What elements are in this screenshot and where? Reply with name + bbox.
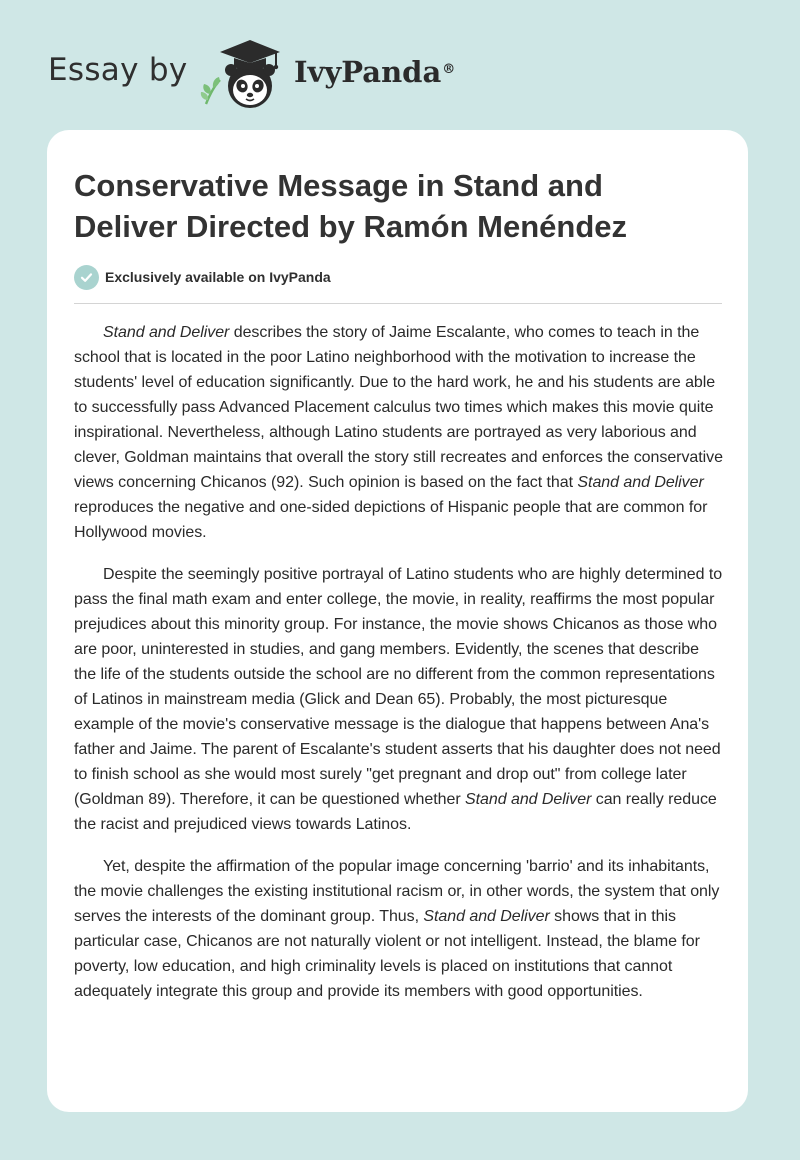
registered-mark: ®	[442, 62, 456, 77]
movie-title-emphasis: Stand and Deliver	[465, 791, 592, 808]
movie-title-emphasis: Stand and Deliver	[577, 474, 704, 491]
paragraph-text: Despite the seemingly positive portrayal of Latino students who are highly determined to pass the final math exam and enter college, the movie, in reality, reaffirms the most popular prejudices about this minority group. For instance, the movie shows Chicanos as those who are poor, uninterested in studies, and gang members. Evidently, the scenes that describe the life of the students outside the school are no different from the common representations of Latinos in mainstream media (Glick and Dean 65). Probably, the most picturesque example of the movie's conservative message is the dialogue that happens between Ana's father and Jaime. The parent of Escalante's student asserts that his daughter does not need to finish school as she would most surely "get pregnant and drop out" from college later (Goldman 89). Therefore, it can be questioned whether	[74, 566, 723, 808]
essay-card	[47, 130, 748, 1112]
brand-name[interactable]	[294, 54, 455, 90]
movie-title-emphasis: Stand and Deliver	[103, 324, 230, 341]
site-header	[0, 0, 800, 130]
panda-graduate-logo-icon[interactable]	[200, 36, 292, 112]
movie-title-emphasis: Stand and Deliver	[423, 908, 550, 925]
paragraph-1	[74, 320, 724, 545]
essay-by-label: Essay by	[48, 52, 188, 88]
paragraph-text: Yet, despite the affirmation of the popular image concerning 'barrio' and its inhabitants, the movie challenges the existing institutional racism or, in other words, the system that only serves the interests of the dominant group. Thus,	[74, 858, 720, 925]
essay-body	[74, 320, 724, 1021]
divider	[74, 303, 722, 304]
exclusive-badge	[74, 264, 331, 290]
paragraph-text: reproduces the negative and one-sided depictions of Hispanic people that are common for Hollywood movies.	[74, 499, 708, 541]
paragraph-text: shows that in this particular case, Chicanos are not naturally violent or not intelligent. Instead, the blame for poverty, low education, and high criminality levels is placed on institutions that cannot adequately integrate this group and provide its members with good opportunities.	[74, 908, 700, 1000]
check-icon	[74, 265, 99, 290]
badge-text: Exclusively available on IvyPanda	[105, 269, 331, 285]
brand-name-text: IvyPanda	[294, 55, 442, 89]
page-title: Conservative Message in Stand and Deliver Directed by Ramón Menéndez	[74, 168, 627, 244]
paragraph-text: can really reduce the racist and prejudiced views towards Latinos.	[74, 791, 717, 833]
paragraph-3	[74, 854, 724, 1004]
paragraph-2	[74, 562, 724, 837]
paragraph-text: describes the story of Jaime Escalante, who comes to teach in the school that is located in the poor Latino neighborhood with the motivation to increase the students' level of education significantly. Due to the hard work, he and his students are able to successfully pass Advanced Placement calculus two times which makes this movie quite inspirational. Nevertheless, although Latino students are portrayed as very laborious and clever, Goldman maintains that overall the story still recreates and enforces the conservative views concerning Chicanos (92). Such opinion is based on the fact that	[74, 324, 723, 491]
